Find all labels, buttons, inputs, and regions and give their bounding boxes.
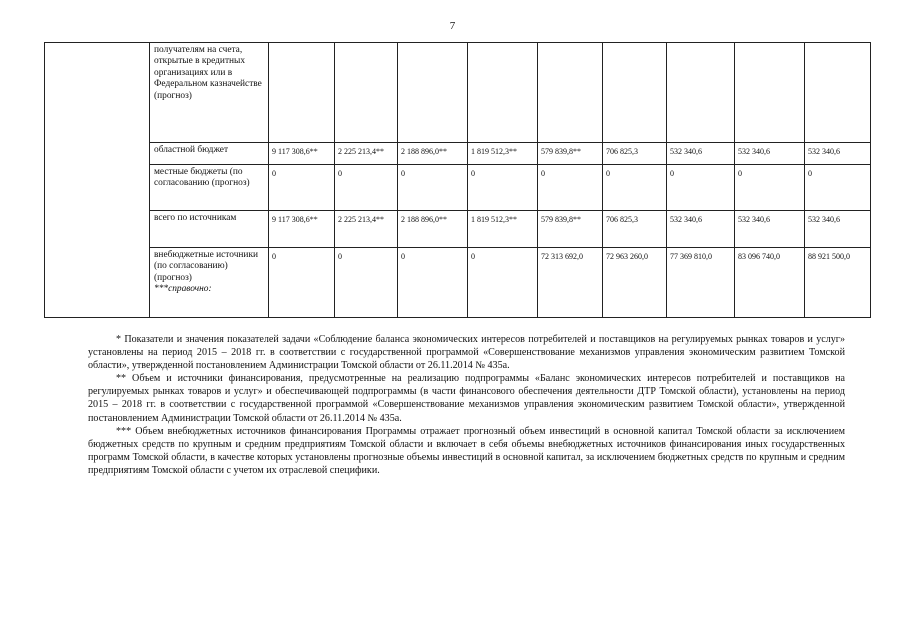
row-label	[150, 248, 269, 318]
row-label-text: внебюджетные источники (по согласованию) (прогноз)	[154, 250, 259, 283]
table-row	[45, 43, 871, 143]
table-row	[45, 143, 871, 165]
value-cell: 2 225 213,4**	[335, 211, 398, 248]
value-cell: 9 117 308,6**	[269, 211, 335, 248]
value-cell: 0	[269, 165, 335, 211]
value-cell: 72 963 260,0	[603, 248, 667, 318]
footnote-1: * Показатели и значения показателей задачи «Соблюдение баланса экономических интересов потребителей и поставщиков на регулируемых рынках товаров и услуг» установлены на период 2015 – 2018 гг. в соответствии с государственной программой «Совершенствование механизмов управления экономическим развитием Томской области», утвержденной постановлением Администрации Томской области от 26.11.2014 № 435а.	[88, 334, 845, 372]
table-row	[45, 165, 871, 211]
footnote-3: *** Объем внебюджетных источников финансирования Программы отражает прогнозный объем инвестиций в основной капитал Томской области за исключением бюджетных средств по крупным и средним предприятиям Томской области и включает в себя объемы внебюджетных источников финансирования иных государственных программ Томской области, в качестве которых установлены прогнозные объемы инвестиций в основной капитал, за исключением бюджетных средств по крупным и средним предприятиям Томской области с учетом их отраслевой специфики.	[88, 425, 845, 476]
financing-table	[44, 42, 871, 318]
value-cell: 0	[468, 248, 538, 318]
value-cell: 0	[735, 165, 805, 211]
row-label: местные бюджеты (по согласованию (прогноз)	[150, 165, 269, 211]
value-cell	[398, 43, 468, 143]
value-cell: 532 340,6	[735, 211, 805, 248]
value-cell: 0	[335, 248, 398, 318]
page-number: 7	[449, 20, 456, 32]
value-cell: 532 340,6	[667, 211, 735, 248]
value-cell	[335, 43, 398, 143]
value-cell: 83 096 740,0	[735, 248, 805, 318]
value-cell	[735, 43, 805, 143]
value-cell: 579 839,8**	[538, 143, 603, 165]
value-cell: 706 825,3	[603, 143, 667, 165]
value-cell: 1 819 512,3**	[468, 211, 538, 248]
footnote-2: ** Объем и источники финансирования, предусмотренные на реализацию подпрограммы «Баланс экономических интересов потребителей и поставщиков на регулируемых рынках товаров и услуг» и обеспечивающей подпрограммы (в части финансового обеспечения деятельности ДТР Томской области), установлены на период 2015 – 2018 гг. в соответствии с государственной программой «Совершенствование механизмов управления экономическим развитием Томской области», утвержденной постановлением Администрации Томской области от 26.11.2014 № 435а.	[88, 373, 845, 424]
value-cell	[538, 43, 603, 143]
row-label-note: ***справочно:	[154, 284, 212, 295]
row-label: получателям на счета, открытые в кредитных организациях или в Федеральном казначействе (прогноз)	[150, 43, 269, 143]
value-cell: 0	[667, 165, 735, 211]
value-cell: 0	[603, 165, 667, 211]
value-cell: 532 340,6	[667, 143, 735, 165]
value-cell: 1 819 512,3**	[468, 143, 538, 165]
value-cell: 532 340,6	[735, 143, 805, 165]
value-cell: 0	[269, 248, 335, 318]
value-cell: 0	[805, 165, 871, 211]
value-cell: 0	[468, 165, 538, 211]
empty-cell	[45, 43, 150, 318]
table-row	[45, 248, 871, 318]
table-row	[45, 211, 871, 248]
value-cell: 9 117 308,6**	[269, 143, 335, 165]
value-cell: 0	[398, 165, 468, 211]
value-cell: 72 313 692,0	[538, 248, 603, 318]
row-label: всего по источникам	[150, 211, 269, 248]
value-cell: 77 369 810,0	[667, 248, 735, 318]
value-cell	[667, 43, 735, 143]
value-cell	[603, 43, 667, 143]
value-cell: 0	[538, 165, 603, 211]
value-cell: 0	[398, 248, 468, 318]
value-cell	[805, 43, 871, 143]
value-cell: 532 340,6	[805, 211, 871, 248]
table-body	[45, 43, 871, 318]
value-cell: 532 340,6	[805, 143, 871, 165]
value-cell	[468, 43, 538, 143]
value-cell: 706 825,3	[603, 211, 667, 248]
value-cell	[269, 43, 335, 143]
value-cell: 2 188 896,0**	[398, 143, 468, 165]
value-cell: 579 839,8**	[538, 211, 603, 248]
value-cell: 88 921 500,0	[805, 248, 871, 318]
value-cell: 2 225 213,4**	[335, 143, 398, 165]
footnotes	[88, 333, 845, 477]
value-cell: 2 188 896,0**	[398, 211, 468, 248]
value-cell: 0	[335, 165, 398, 211]
row-label: областной бюджет	[150, 143, 269, 165]
